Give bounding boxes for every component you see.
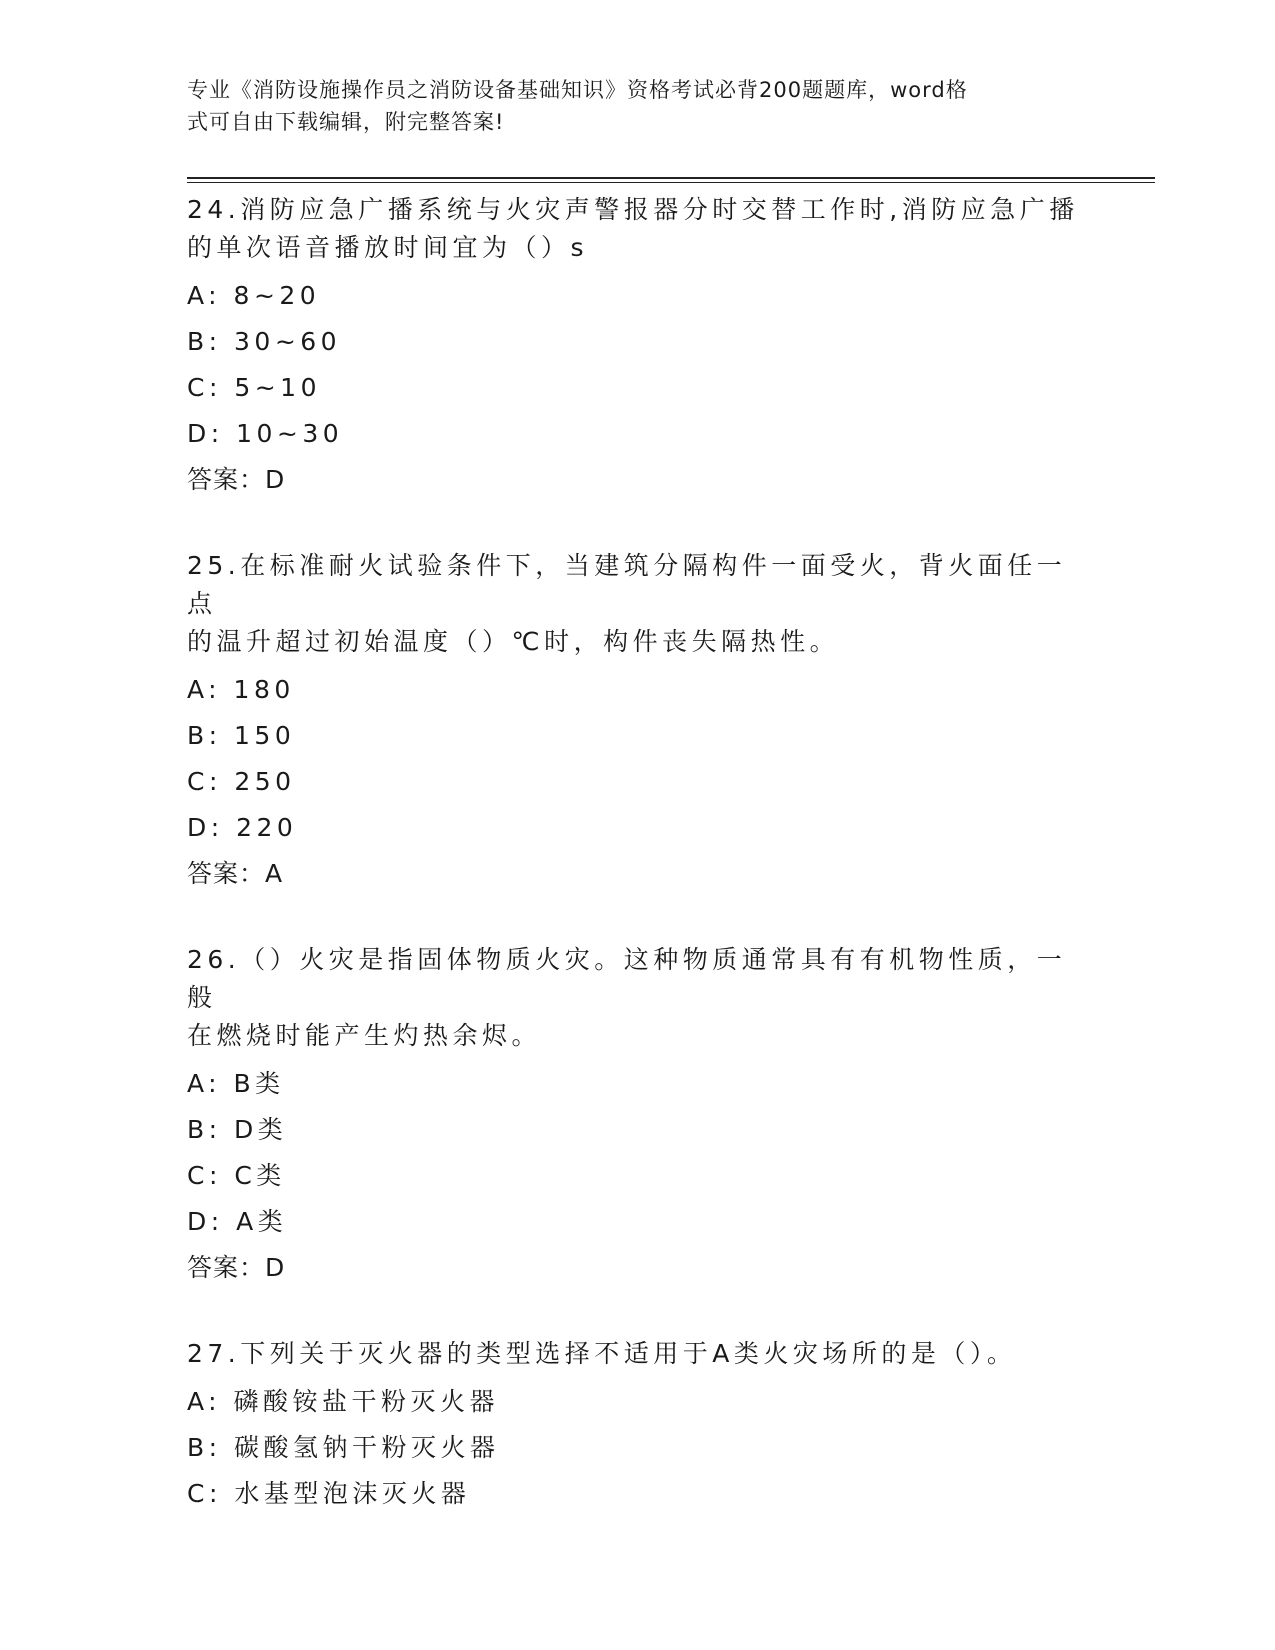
option-c: C: 250	[187, 767, 296, 796]
answer-value: D	[265, 1253, 286, 1282]
header-line-1: 专业《消防设施操作员之消防设备基础知识》资格考试必背200题题库，word格	[187, 78, 968, 102]
document-header	[187, 74, 1067, 138]
option-b: B: 碳酸氢钠干粉灭火器	[187, 1433, 500, 1462]
stem-line: 在燃烧时能产生灼热余烬。	[187, 1021, 542, 1050]
option-a: A: B类	[187, 1069, 285, 1098]
option-b: B: 150	[187, 721, 296, 750]
answer-line	[187, 457, 1087, 503]
option-a: A: 8~20	[187, 281, 321, 310]
question-stem	[187, 1335, 1087, 1373]
answer-value: A	[265, 859, 284, 888]
option-c: C: 水基型泡沫灭火器	[187, 1479, 471, 1508]
option-c: C: 5~10	[187, 373, 321, 402]
stem-line: 27.下列关于灭火器的类型选择不适用于A类火灾场所的是（）。	[187, 1339, 1017, 1368]
question-stem	[187, 191, 1087, 267]
answer-line	[187, 1245, 1087, 1291]
stem-line: 24.消防应急广播系统与火灾声警报器分时交替工作时,消防应急广播	[187, 195, 1079, 224]
option-d: D: 220	[187, 813, 298, 842]
answer-value: D	[265, 465, 286, 494]
answer-label: 答案：	[187, 465, 266, 494]
stem-line: 的单次语音播放时间宜为（）s	[187, 233, 589, 262]
question-27	[187, 1335, 1087, 1517]
stem-line: 25.在标准耐火试验条件下，当建筑分隔构件一面受火，背火面任一点	[187, 551, 1067, 618]
option-b: B: 30~60	[187, 327, 342, 356]
question-24	[187, 191, 1087, 503]
question-stem	[187, 547, 1087, 661]
option-a: A: 180	[187, 675, 295, 704]
header-divider-thick	[187, 177, 1155, 179]
question-25	[187, 547, 1087, 897]
answer-label: 答案：	[187, 1253, 266, 1282]
header-line-2: 式可自由下载编辑，附完整答案!	[187, 110, 505, 134]
answer-label: 答案：	[187, 859, 266, 888]
question-list	[187, 191, 1087, 1561]
question-26	[187, 941, 1087, 1291]
question-stem	[187, 941, 1087, 1055]
option-a: A: 磷酸铵盐干粉灭火器	[187, 1387, 500, 1416]
option-b: B: D类	[187, 1115, 288, 1144]
option-c: C: C类	[187, 1161, 286, 1190]
option-d: D: A类	[187, 1207, 288, 1236]
answer-line	[187, 851, 1087, 897]
option-d: D: 10~30	[187, 419, 344, 448]
header-divider-thin	[187, 182, 1155, 183]
stem-line: 26.（）火灾是指固体物质火灾。这种物质通常具有有机物性质，一般	[187, 945, 1067, 1012]
stem-line: 的温升超过初始温度（）℃时，构件丧失隔热性。	[187, 627, 840, 656]
